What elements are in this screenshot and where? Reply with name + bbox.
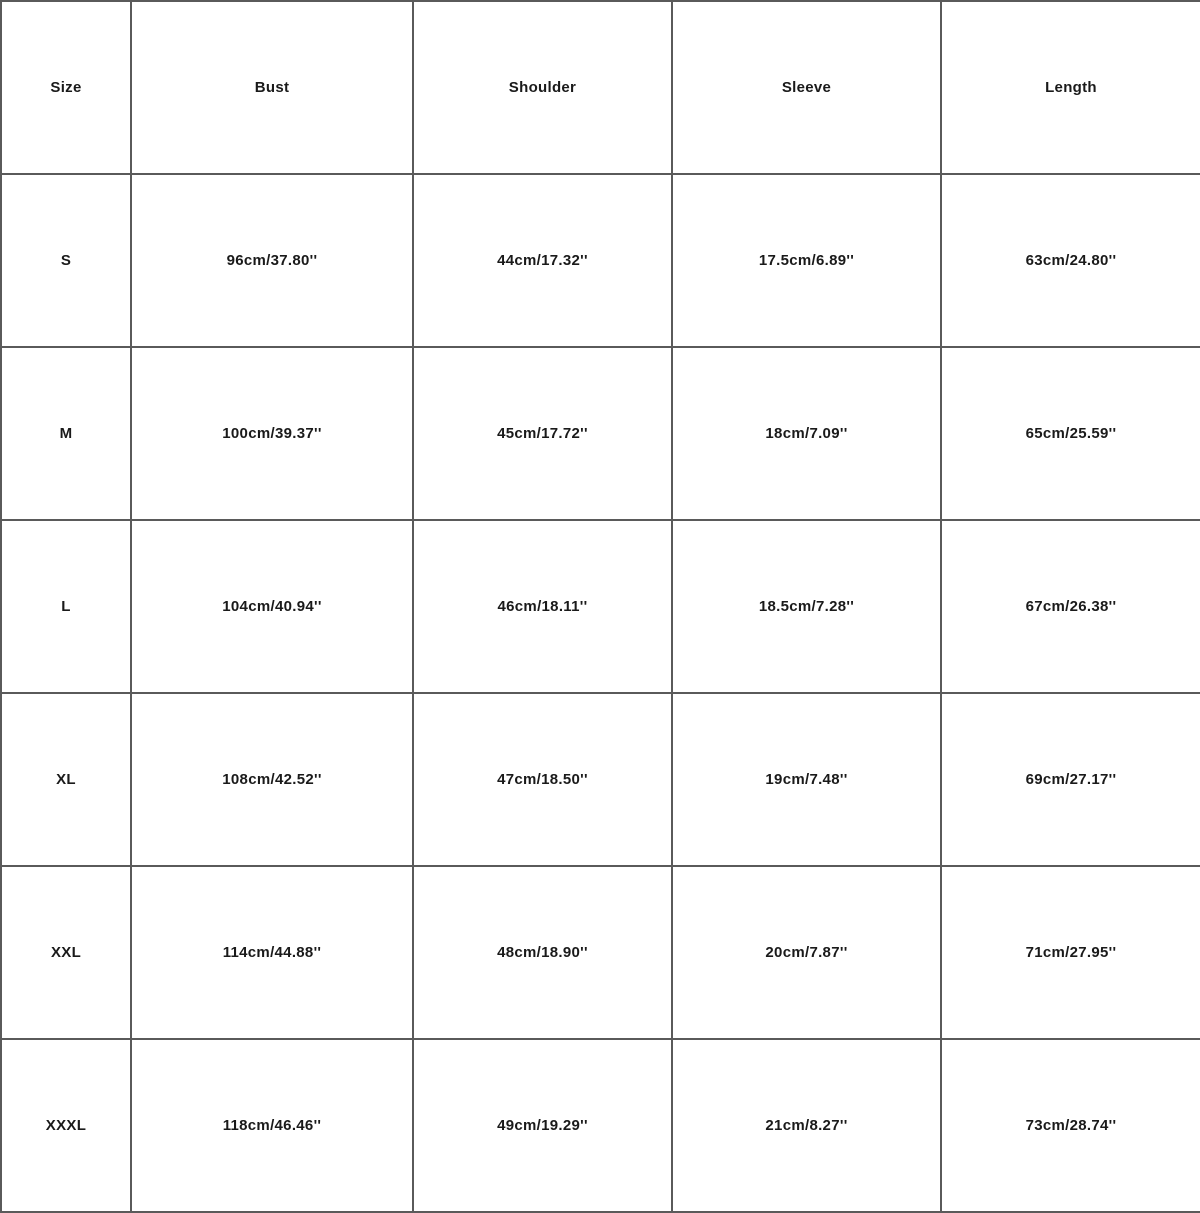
cell-sleeve: 21cm/8.27''	[672, 1039, 941, 1212]
table-row	[1, 520, 1200, 693]
header-bust: Bust	[131, 1, 413, 174]
cell-shoulder: 44cm/17.32''	[413, 174, 672, 347]
cell-size: S	[1, 174, 131, 347]
cell-bust: 100cm/39.37''	[131, 347, 413, 520]
cell-shoulder: 47cm/18.50''	[413, 693, 672, 866]
header-sleeve: Sleeve	[672, 1, 941, 174]
cell-sleeve: 18cm/7.09''	[672, 347, 941, 520]
cell-sleeve: 18.5cm/7.28''	[672, 520, 941, 693]
cell-length: 65cm/25.59''	[941, 347, 1200, 520]
header-size: Size	[1, 1, 131, 174]
cell-length: 69cm/27.17''	[941, 693, 1200, 866]
table-row	[1, 693, 1200, 866]
cell-sleeve: 19cm/7.48''	[672, 693, 941, 866]
table-row	[1, 1039, 1200, 1212]
cell-length: 63cm/24.80''	[941, 174, 1200, 347]
cell-size: M	[1, 347, 131, 520]
table-row	[1, 866, 1200, 1039]
header-length: Length	[941, 1, 1200, 174]
cell-sleeve: 20cm/7.87''	[672, 866, 941, 1039]
cell-size: XL	[1, 693, 131, 866]
cell-bust: 108cm/42.52''	[131, 693, 413, 866]
cell-sleeve: 17.5cm/6.89''	[672, 174, 941, 347]
cell-bust: 118cm/46.46''	[131, 1039, 413, 1212]
cell-bust: 96cm/37.80''	[131, 174, 413, 347]
cell-bust: 114cm/44.88''	[131, 866, 413, 1039]
cell-shoulder: 49cm/19.29''	[413, 1039, 672, 1212]
cell-size: XXL	[1, 866, 131, 1039]
cell-shoulder: 46cm/18.11''	[413, 520, 672, 693]
cell-length: 67cm/26.38''	[941, 520, 1200, 693]
cell-size: XXXL	[1, 1039, 131, 1212]
cell-bust: 104cm/40.94''	[131, 520, 413, 693]
cell-size: L	[1, 520, 131, 693]
table-row	[1, 347, 1200, 520]
cell-length: 71cm/27.95''	[941, 866, 1200, 1039]
cell-shoulder: 45cm/17.72''	[413, 347, 672, 520]
header-shoulder: Shoulder	[413, 1, 672, 174]
table-row	[1, 174, 1200, 347]
header-row	[1, 1, 1200, 174]
cell-shoulder: 48cm/18.90''	[413, 866, 672, 1039]
cell-length: 73cm/28.74''	[941, 1039, 1200, 1212]
